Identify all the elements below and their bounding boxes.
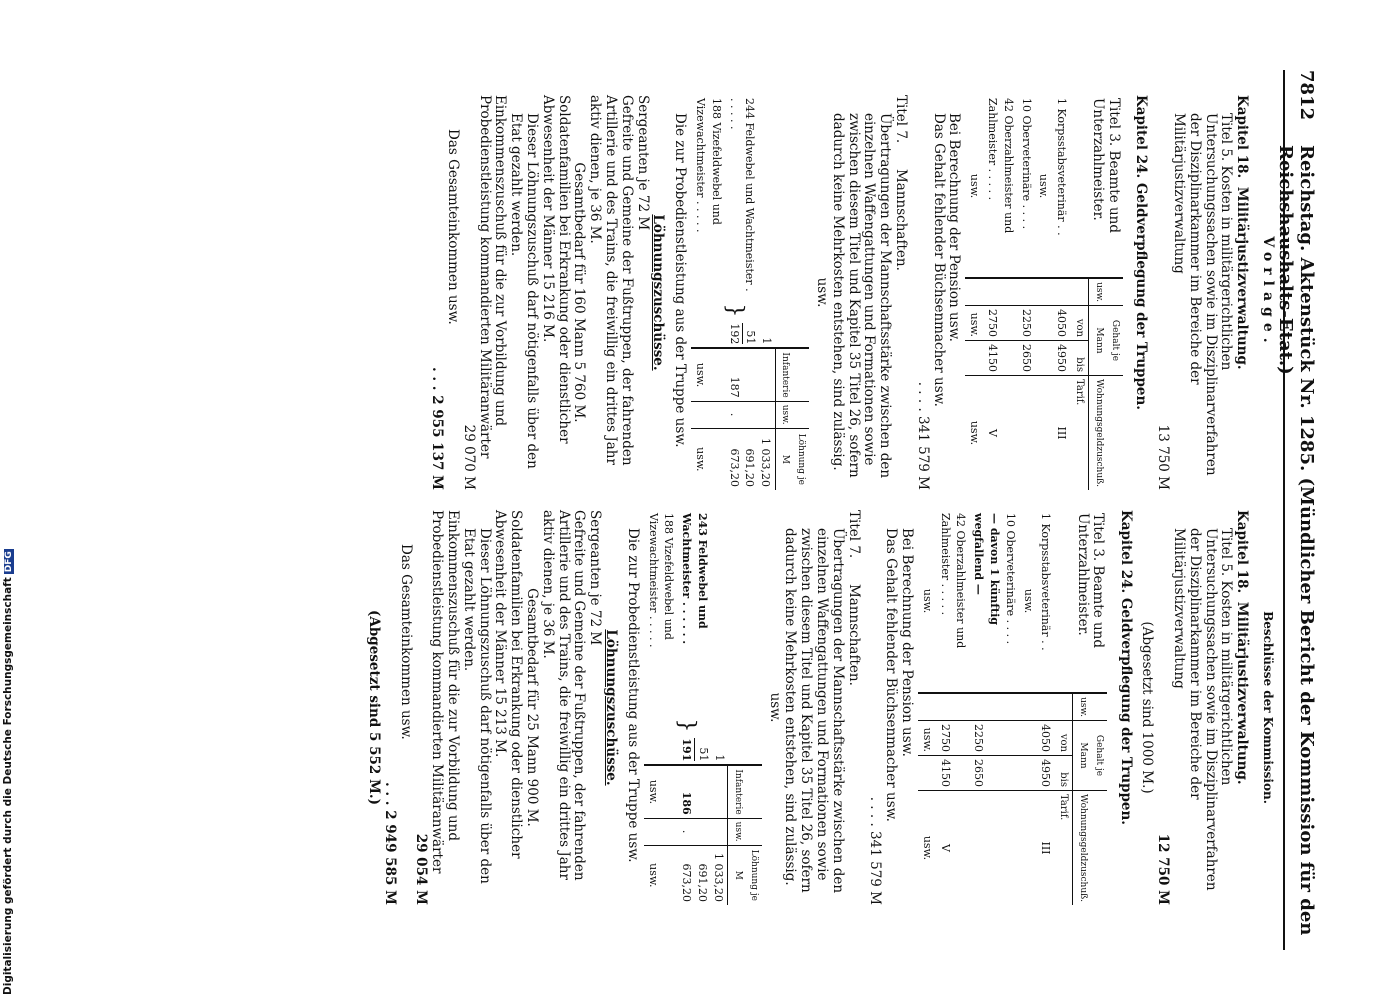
table-header-wohnung: Wohnungsgeldzuschuß. (1073, 790, 1107, 905)
table-header-infanterie: Infanterie (728, 765, 762, 818)
row-total: 192 (727, 323, 741, 345)
pension-note: Bei Berechnung der Pension usw. (946, 113, 963, 342)
row-loehnung-2: 691,20 (696, 863, 709, 902)
table-header-usw: usw. (775, 401, 809, 428)
table-header-gehalt: Gehalt je Mann (1073, 720, 1107, 790)
row-label: 42 Oberzahlmeister und Zahlmeister . . . . . (938, 513, 968, 649)
table-row (644, 510, 678, 905)
mannschaften-table (644, 510, 762, 905)
row-n1: 1 (760, 337, 774, 345)
table-row (983, 95, 1017, 490)
gehalt-sum: . . . . 341 579 M (914, 381, 931, 490)
table-row (969, 510, 1018, 905)
row-label: usw. (968, 173, 982, 199)
row-label: usw. (1021, 588, 1035, 614)
column-beschluesse (365, 510, 1275, 905)
row-label: 1 Korpsstabsveterinär . . (1039, 513, 1053, 651)
kapitel-label: Kapitel 18. (1234, 510, 1251, 594)
gesamteinkommen-text: Das Gesamteinkommen usw. (397, 544, 414, 740)
probe-text: Die zur Probedienstleistung aus der Truppe usw. (624, 528, 641, 863)
row-bis: 4950 (1037, 755, 1055, 790)
table-row: 244 Feldwebel und Wachtmeister . . . . . . } 1 51 192 187 . 1 033,20 691,20 673,20 (725, 95, 775, 490)
kapitel-name: Militärjustizverwaltung. (1234, 186, 1251, 370)
table-header-usw: usw. (1089, 278, 1123, 305)
uebertragungen-text: Übertragungen der Mannschaftsstärke zwischen den einzelnen Waffengattungen und Formationen sowie zwischen diesem Titel und Kapitel 35 Titel 26, sofern dadurch keine Mehrkosten entstehen, sind zulässig. (782, 528, 846, 894)
einkommen-text: Einkommenszuschuß für die zur Vorbildung und Probedienstleistung kommandierten Militäranwärter (476, 95, 509, 459)
beamte-table (965, 95, 1122, 490)
beamte-table (918, 510, 1107, 905)
table-row (691, 95, 725, 490)
table-header-usw: usw. (728, 818, 762, 845)
titel7-label: Titel 7. (893, 95, 910, 144)
row-von: usw. (918, 720, 936, 755)
kapitel-heading: Kapitel 24. Geldverpflegung der Truppen. (1133, 95, 1150, 410)
dieser-text: Dieser Löhnungszuschuß darf nötigenfalls über den Etat gezahlt werden. (508, 113, 541, 469)
row-label: usw. (920, 588, 934, 614)
row-label: 188 Vizefeldwebel und Vizewachtmeister . . . . . (694, 98, 723, 233)
row-bis: 4950 (1052, 340, 1070, 375)
row-loehnung-3: 673,20 (680, 863, 694, 902)
titel-text: Titel 5. Kosten in militärgerichtlichen Untersuchungssachen sowie im Disziplinarverfahren der Disziplinarkammer im Bereiche der Militärjustizverwaltung (1171, 528, 1235, 891)
row-total: 191 (680, 738, 694, 762)
gehalt-note: Das Gehalt fehlender Büchsenmacher usw. (883, 528, 900, 822)
row-n2: 51 (742, 323, 759, 344)
table-row (936, 510, 970, 905)
row-label: 10 Oberveterinäre . . . . (1019, 98, 1033, 230)
mannschaften-heading: Mannschaften. (845, 583, 862, 686)
table-row (1052, 95, 1070, 490)
row-infanterie: 187 (725, 348, 775, 401)
table-header-bis: bis (1070, 340, 1088, 375)
row-von: usw. (965, 305, 983, 340)
davon-note: — davon 1 künftig wegfallend — (972, 513, 1002, 625)
table-row: 243 Feldwebel und Wachtmeister . . . . . . } 1 51 191 186 . 1 033,20 691,20 673,20 (677, 510, 727, 905)
gesamteinkommen-text: Das Gesamteinkommen usw. (445, 129, 462, 325)
row-label: 42 Oberzahlmeister und Zahlmeister . . . . . (986, 98, 1015, 234)
row-tarif: III (1037, 790, 1055, 905)
table-header-loehnung: Löhnung je M (775, 428, 809, 490)
einkommen-sum: 29 070 M (460, 424, 477, 490)
page-number: 7812 (1296, 70, 1317, 121)
row-loehnung-2: 691,20 (743, 448, 757, 487)
table-header-tarif: Tarif. (1070, 375, 1088, 490)
total-sum: . . . 2 949 585 M (381, 782, 398, 905)
sergeanten-text: Sergeanten je 72 M (634, 95, 651, 231)
usw-text: usw. (766, 692, 783, 723)
titel-label: Titel 3. Beamte und Unterzahlmeister. (1074, 513, 1107, 649)
table-header-usw: usw. (1073, 693, 1107, 720)
titel-label: Titel 3. Beamte und Unterzahlmeister. (1090, 98, 1123, 234)
row-n2: 51 (694, 738, 711, 761)
row-tarif: III (1052, 375, 1070, 490)
row-tarif: V (936, 790, 970, 905)
row-bis: 2650 (969, 755, 1018, 790)
uebertragungen-text: Übertragungen der Mannschaftsstärke zwischen den einzelnen Waffengattungen und Formationen sowie zwischen diesem Titel und Kapitel 35 Titel 26, sofern dadurch keine Mehrkosten entstehen, sind zulässig. (829, 113, 894, 479)
kapitel-label: Kapitel 18. (1234, 95, 1251, 179)
row-von: 2750 (983, 305, 1017, 340)
table-row (965, 95, 983, 490)
row-loehnung-3: 673,20 (727, 448, 741, 487)
soldatenfam-text: Soldatenfamilien bei Erkrankung oder dienstlicher Abwesenheit der Männer 15 213 M. (492, 510, 525, 859)
kapitel-name: Militärjustizverwaltung. (1234, 601, 1251, 785)
row-tarif: usw. (918, 790, 936, 905)
row-label: 244 Feldwebel und Wachtmeister . . . . . . (727, 98, 757, 292)
abgesetzt-note: (Abgesetzt sind 1000 M.) (1139, 621, 1156, 794)
row-usw: usw. (644, 765, 678, 818)
dieser-text: Dieser Löhnungszuschuß darf nötigenfalls über den Etat gezahlt werden. (460, 528, 493, 884)
abgesetzt-note: (Abgesetzt sind 5 552 M.) (366, 609, 383, 806)
column-heading: Vorlage. (1260, 236, 1276, 349)
einkommen-text: Einkommenszuschuß für die zur Vorbildung und Probedienstleistung kommandierten Militäranwärter (429, 510, 462, 874)
gefreite-text: Gefreite und Gemeine der Fußtruppen, der fahrenden Artillerie und des Trains, die freiwillig ein drittes Jahr aktiv dienen, je 36 M. (539, 510, 588, 881)
table-row (1017, 95, 1035, 490)
dfg-credit-text: Digitalisierung gefördert durch die Deutsche Forschungsgemeinschaft (2, 577, 14, 995)
table-header-tarif: Tarif. (1054, 790, 1072, 905)
mannschaften-table (691, 95, 809, 490)
row-usw: usw. (691, 348, 725, 401)
row-von: 2250 (969, 720, 1018, 755)
row-von: 2750 (936, 720, 970, 755)
titel-text: Titel 5. Kosten in militärgerichtlichen Untersuchungssachen sowie im Disziplinarverfahren der Disziplinarkammer im Bereiche der Militärjustizverwaltung (1171, 113, 1235, 476)
probe-text: Die zur Probedienstleistung aus der Truppe usw. (672, 113, 689, 448)
table-row (1037, 510, 1055, 905)
row-bis: 4150 (983, 340, 1017, 375)
row-label: 243 Feldwebel und Wachtmeister . . . . . . (680, 513, 709, 645)
loehnungszuschuesse-heading: Löhnungszuschüsse. (650, 214, 667, 371)
row-label: 1 Korpsstabsveterinär . . (1055, 98, 1069, 236)
table-row (1035, 95, 1053, 490)
dfg-credit (2, 551, 24, 995)
dfg-logo-icon: DFG (4, 551, 14, 573)
table-header-bis: bis (1054, 755, 1072, 790)
row-n1: 1 (712, 754, 726, 762)
table-row (1019, 510, 1037, 905)
row-von: 4050 (1037, 720, 1055, 755)
titel7-label: Titel 7. (845, 510, 862, 559)
gehalt-sum: . . . . 341 579 M (867, 796, 884, 905)
kapitel-heading: Kapitel 24. Geldverpflegung der Truppen. (1117, 510, 1134, 825)
row-label: 10 Oberveterinäre . . . . (1003, 513, 1017, 645)
loehnungszuschuesse-heading: Löhnungszuschüsse. (603, 629, 620, 786)
row-usw2: usw. (644, 845, 678, 905)
einkommen-sum: 29 054 M (413, 833, 430, 905)
gesamtbedarf-text: Gesamtbedarf für 25 Mann 900 M. (524, 588, 541, 827)
row-bis: 4150 (936, 755, 970, 790)
table-row (918, 510, 936, 905)
row-loehnung-1: 1 033,20 (759, 438, 773, 487)
usw-text: usw. (814, 277, 831, 308)
page-header (1275, 70, 1325, 950)
row-tarif: V (983, 375, 1017, 490)
sergeanten-text: Sergeanten je 72 M (587, 510, 604, 646)
soldatenfam-text: Soldatenfamilien bei Erkrankung oder dienstlicher Abwesenheit der Männer 15 216 M. (539, 95, 572, 444)
gefreite-text: Gefreite und Gemeine der Fußtruppen, der fahrenden Artillerie und des Trains, die freiwillig ein drittes Jahr aktiv dienen, je 36 M. (587, 95, 635, 466)
table-header-von: von (1054, 720, 1072, 755)
table-header-von: von (1070, 305, 1088, 340)
row-von: 2250 (1017, 305, 1035, 340)
titel-sum: 12 750 M (1155, 833, 1172, 905)
row-label: usw. (1037, 173, 1051, 199)
gesamtbedarf-text: Gesamtbedarf für 160 Mann 5 760 M. (571, 162, 588, 423)
row-infanterie: 186 (677, 765, 727, 818)
row-von: 4050 (1052, 305, 1070, 340)
row-usw2: usw. (691, 428, 725, 490)
column-heading: Beschlüsse der Kommission. (1261, 611, 1275, 804)
table-header-loehnung: Löhnung je M (728, 845, 762, 905)
row-bis: 2650 (1017, 340, 1035, 375)
table-header-wohnung: Wohnungsgeldzuschuß. (1089, 375, 1123, 490)
column-vorlage (428, 95, 1276, 490)
total-sum: . . . 2 955 137 M (429, 367, 446, 490)
page-title: Reichstag. Aktenstück Nr. 1285. (Mündlicher Bericht der Kommission für den Reichshaushalts-Etat.) (1275, 145, 1317, 936)
titel-sum: 13 750 M (1155, 424, 1172, 490)
pension-note: Bei Berechnung der Pension usw. (899, 528, 916, 757)
table-header-infanterie: Infanterie (775, 348, 809, 401)
gehalt-note: Das Gehalt fehlender Büchsenmacher usw. (930, 113, 947, 407)
mannschaften-heading: Mannschaften. (893, 168, 910, 271)
row-loehnung-1: 1 033,20 (711, 853, 725, 902)
table-header-gehalt: Gehalt je Mann (1089, 305, 1123, 375)
row-tarif: usw. (965, 375, 983, 490)
row-label: 188 Vizefeldwebel und Vizewachtmeister . . . . . (646, 513, 676, 648)
